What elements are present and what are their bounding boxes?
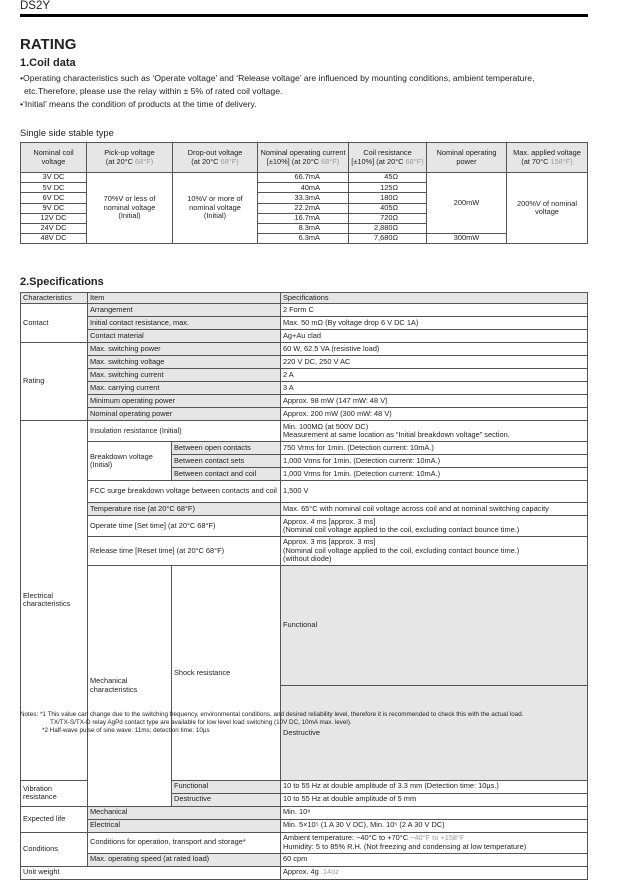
value-cell: Min. 10⁸ [281, 806, 588, 819]
table-row [21, 503, 588, 516]
current-cell: 16.7mA [258, 213, 349, 223]
group-contact: Contact [21, 304, 88, 343]
resistance-cell: 720Ω [349, 213, 427, 223]
value-cell: Approx. 98 mW (147 mW: 48 V) [281, 395, 588, 408]
table-row [21, 421, 588, 442]
item-cell: Initial contact resistance, max. [88, 317, 281, 330]
voltage-cell: 5V DC [21, 183, 87, 193]
coil-header-power: Nominal operating power [427, 143, 507, 173]
resistance-cell: 7,680Ω [349, 234, 427, 244]
value-cell: 2 A [281, 369, 588, 382]
resistance-cell: 405Ω [349, 203, 427, 213]
current-cell: 6.3mA [258, 234, 349, 244]
spec-header-row [21, 293, 588, 304]
item-cell: Shock resistance [172, 566, 281, 781]
footnotes [20, 711, 595, 735]
voltage-cell: 9V DC [21, 203, 87, 213]
value-cell: 2 Form C [281, 304, 588, 317]
sub-item-cell: Destructive [172, 793, 281, 806]
spec-header-specifications: Specifications [281, 293, 588, 304]
item-cell: Contact material [88, 330, 281, 343]
voltage-cell: 12V DC [21, 213, 87, 223]
document-code: DS2Y [20, 0, 51, 12]
item-cell: Max. switching current [88, 369, 281, 382]
value-cell: 750 Vrms for 1min. (Detection current: 10mA.) [281, 442, 588, 455]
value-cell: 10 to 55 Hz at double amplitude of 3.3 mm (Detection time: 10µs.) [281, 780, 588, 793]
specifications-table [20, 292, 588, 880]
value-cell: Ambient temperature: −40°C to +70°C −40°F to +158°F Humidity: 5 to 85% R.H. (Not freezing and condensing at low temperature) [281, 832, 588, 853]
sub-item-cell: Between contact sets [172, 455, 281, 468]
table-row [21, 304, 588, 317]
coil-note-1: •Operating characteristics such as ‘Operate voltage’ and ‘Release voltage’ are influenced by mounting conditions, ambient temperature, [20, 73, 535, 83]
coil-header-row [21, 143, 588, 173]
item-cell: Max. operating speed (at rated load) [88, 853, 281, 866]
item-cell: Breakdown voltage (Initial) [88, 442, 172, 481]
coil-header-current: Nominal operating current [±10%] (at 20°C 68°F) [258, 143, 349, 173]
item-cell: Temperature rise (at 20°C 68°F) [88, 503, 281, 516]
item-cell: Max. carrying current [88, 382, 281, 395]
coil-data-table [20, 142, 588, 244]
table-row [21, 173, 588, 183]
coil-header-max-applied: Max. applied voltage (at 70°C 158°F) [507, 143, 588, 173]
footnote-2: *2 Half-wave pulse of sine wave: 11ms; detection time: 10µs [42, 727, 210, 734]
item-cell: Insulation resistance (Initial) [88, 421, 281, 442]
coil-notes [20, 72, 600, 111]
sub-item-cell: Functional [281, 566, 588, 686]
value-cell: Max. 50 mΩ (By voltage drop 6 V DC 1A) [281, 317, 588, 330]
coil-note-3: •‘Initial’ means the condition of products at the time of delivery. [20, 99, 257, 109]
coil-header-resistance: Coil resistance [±10%] (at 20°C 68°F) [349, 143, 427, 173]
voltage-cell: 6V DC [21, 193, 87, 203]
resistance-cell: 45Ω [349, 173, 427, 183]
item-cell: Max. switching voltage [88, 356, 281, 369]
value-cell: 1,000 Vrms for 1min. (Detection current: 10mA.) [281, 468, 588, 481]
value-cell: 1,500 V [281, 481, 588, 503]
group-unit-weight: Unit weight [21, 866, 281, 879]
table-row [21, 317, 588, 330]
dropout-cell: 10%V or more of nominal voltage (Initial) [173, 173, 258, 244]
group-conditions: Conditions [21, 832, 88, 866]
coil-data-title: 1.Coil data [20, 57, 76, 69]
sub-item-cell: Destructive [281, 686, 588, 781]
header-rule [20, 14, 588, 17]
resistance-cell: 180Ω [349, 193, 427, 203]
value-cell: Approx. 3 ms [approx. 3 ms] (Nominal coil voltage applied to the coil, excluding contact bounce time.) (without diode) [281, 537, 588, 566]
value-cell: Min. 5×10⁵ (1 A 30 V DC), Min. 10⁵ (2 A 30 V DC) [281, 819, 588, 832]
table-row [21, 566, 588, 686]
item-cell: FCC surge breakdown voltage between contacts and coil [88, 481, 281, 503]
item-cell: Max. switching power [88, 343, 281, 356]
rating-title: RATING [20, 36, 77, 53]
item-cell: Conditions for operation, transport and storage* [88, 832, 281, 853]
current-cell: 22.2mA [258, 203, 349, 213]
power-cell-48v: 300mW [427, 234, 507, 244]
spec-header-characteristics: Characteristics [21, 293, 88, 304]
table-row [21, 516, 588, 537]
group-expected-life: Expected life [21, 806, 88, 832]
table-row [21, 395, 588, 408]
item-cell: Mechanical [88, 806, 281, 819]
group-mechanical: Mechanical characteristics [88, 566, 172, 807]
current-cell: 8.3mA [258, 223, 349, 233]
table-row [21, 408, 588, 421]
value-cell: Ag+Au clad [281, 330, 588, 343]
resistance-cell: 125Ω [349, 183, 427, 193]
coil-header-nominal-voltage: Nominal coil voltage [21, 143, 87, 173]
voltage-cell: 3V DC [21, 173, 87, 183]
sub-item-cell: Between contact and coil [172, 468, 281, 481]
coil-header-dropout: Drop-out voltage (at 20°C 68°F) [173, 143, 258, 173]
spec-header-item: Item [88, 293, 281, 304]
group-electrical: Electrical characteristics [21, 421, 88, 781]
table-row [21, 853, 588, 866]
footnote-1: Notes: *1 This value can change due to the switching frequency, environmental conditions, and desired reliability level, therefore it is recommended to check this with the actual load. [20, 711, 524, 718]
group-rating: Rating [21, 343, 88, 421]
value-cell: Approx. 4g .14oz [281, 866, 588, 879]
value-cell: 10 to 55 Hz at double amplitude of 5 mm [281, 793, 588, 806]
current-cell: 40mA [258, 183, 349, 193]
max-applied-cell: 200%V of nominal voltage [507, 173, 588, 244]
table-row [21, 356, 588, 369]
table-row [21, 832, 588, 853]
item-cell: Minimum operating power [88, 395, 281, 408]
table-row [21, 537, 588, 566]
footnote-1b: TX/TX-S/TX-D relay AgPd contact type are available for low level load switching (10V DC, 10mA max. level). [50, 719, 352, 726]
table-row [21, 343, 588, 356]
value-cell: 220 V DC, 250 V AC [281, 356, 588, 369]
table-row [21, 382, 588, 395]
table-row [21, 806, 588, 819]
current-cell: 66.7mA [258, 173, 349, 183]
coil-note-2: etc.Therefore, please use the relay within ± 5% of rated coil voltage. [24, 86, 283, 96]
item-cell: Arrangement [88, 304, 281, 317]
value-cell: Min. 100MΩ (at 500V DC) Measurement at same location as “Initial breakdown voltage” section. [281, 421, 588, 442]
item-cell: Release time [Reset time] (at 20°C 68°F) [88, 537, 281, 566]
item-cell: Nominal operating power [88, 408, 281, 421]
voltage-cell: 24V DC [21, 223, 87, 233]
value-cell: Approx. 200 mW (300 mW: 48 V) [281, 408, 588, 421]
value-cell: Approx. 4 ms [approx. 3 ms] (Nominal coil voltage applied to the coil, excluding contact bounce time.) [281, 516, 588, 537]
table-row [21, 369, 588, 382]
item-cell: Vibration resistance [21, 780, 88, 806]
single-side-stable-type-label: Single side stable type [20, 127, 114, 138]
sub-item-cell: Functional [172, 780, 281, 793]
value-cell: 60 cpm [281, 853, 588, 866]
current-cell: 33.3mA [258, 193, 349, 203]
coil-header-pickup: Pick-up voltage (at 20°C 68°F) [87, 143, 173, 173]
value-cell: 1,000 Vrms for 1min. (Detection current: 10mA.) [281, 455, 588, 468]
resistance-cell: 2,880Ω [349, 223, 427, 233]
table-row [21, 866, 588, 879]
value-cell: 60 W, 62.5 VA (resistive load) [281, 343, 588, 356]
voltage-cell: 48V DC [21, 234, 87, 244]
specifications-title: 2.Specifications [20, 276, 104, 288]
item-cell: Electrical [88, 819, 281, 832]
item-cell: Operate time [Set time] (at 20°C 68°F) [88, 516, 281, 537]
table-row [21, 330, 588, 343]
pickup-cell: 70%V or less of nominal voltage (Initial) [87, 173, 173, 244]
table-row [21, 442, 588, 455]
power-cell: 200mW [427, 173, 507, 234]
value-cell: 3 A [281, 382, 588, 395]
table-row [21, 481, 588, 503]
table-row [21, 819, 588, 832]
value-cell: Max. 65°C with nominal coil voltage across coil and at nominal switching capacity [281, 503, 588, 516]
sub-item-cell: Between open contacts [172, 442, 281, 455]
